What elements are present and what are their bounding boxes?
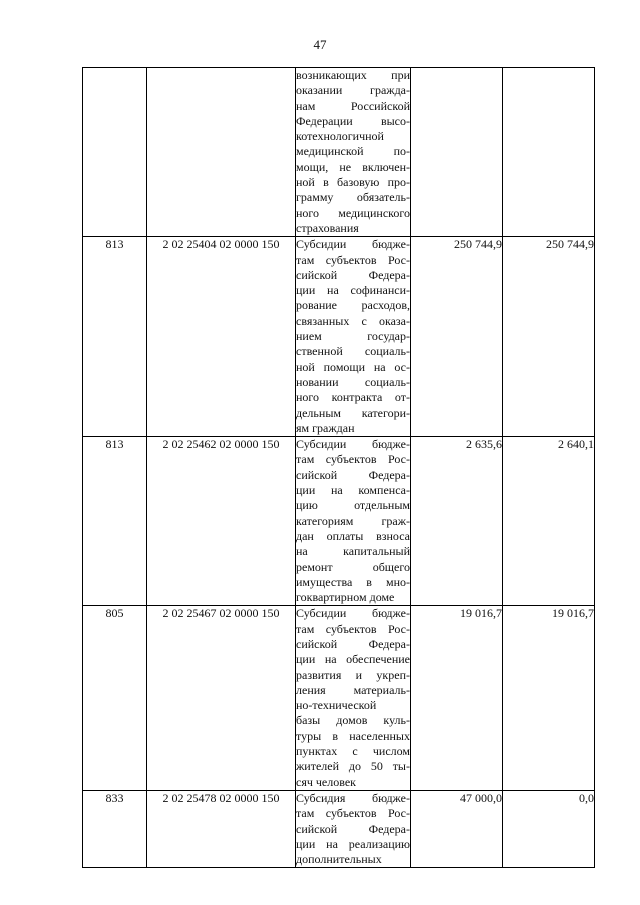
name-cell (296, 606, 411, 791)
kbk-cell: 2 02 25404 02 0000 150 (147, 237, 296, 437)
amount-1-cell: 19 016,7 (411, 606, 503, 791)
name-line: оказании гражда- (296, 83, 410, 98)
budget-table (82, 67, 595, 868)
amount-1-cell: 2 635,6 (411, 437, 503, 606)
name-line: сийской Федера- (296, 636, 410, 651)
name-line: сяч человек (296, 774, 356, 789)
name-line: ции на обеспечение (296, 652, 410, 667)
admin-code-cell: 813 (83, 437, 147, 606)
name-line: там субъектов Рос- (296, 252, 410, 267)
name-line: там субъектов Рос- (296, 621, 410, 636)
name-line: Субсидии бюдже- (296, 606, 410, 621)
name-line: туры в населенных (296, 728, 410, 743)
name-line: гоквартирном доме (296, 590, 395, 605)
table-row (83, 437, 595, 606)
name-line: дополнительных (296, 852, 382, 867)
name-line: ции на софинанси- (296, 283, 410, 298)
kbk-cell: 2 02 25478 02 0000 150 (147, 790, 296, 867)
name-line: ции на компенса- (296, 483, 410, 498)
name-line: ремонт общего (296, 559, 410, 574)
name-line: дан оплаты взноса (296, 528, 410, 543)
name-line: имущества в мно- (296, 574, 410, 589)
name-line: ной в базовую про- (296, 175, 410, 190)
name-line: ного медицинского (296, 205, 410, 220)
name-line: Субсидии бюдже- (296, 437, 410, 452)
name-line: ного контракта от- (296, 390, 410, 405)
amount-1-cell: 250 744,9 (411, 237, 503, 437)
name-line: мощи, не включен- (296, 159, 410, 174)
name-line: ственной социаль- (296, 344, 410, 359)
kbk-cell: 2 02 25467 02 0000 150 (147, 606, 296, 791)
name-line: связанных с оказа- (296, 313, 410, 328)
admin-code-cell: 813 (83, 237, 147, 437)
name-line: базы домов куль- (296, 713, 410, 728)
name-line: медицинской по- (296, 144, 410, 159)
name-cell (296, 790, 411, 867)
name-line: Субсидия бюдже- (296, 790, 410, 805)
name-line: пунктах с числом (296, 744, 410, 759)
name-cell (296, 68, 411, 237)
amount-2-cell: 19 016,7 (503, 606, 595, 791)
table-row (83, 68, 595, 237)
name-line: ции на реализацию (296, 836, 410, 851)
name-line: сийской Федера- (296, 467, 410, 482)
amount-2-cell: 0,0 (503, 790, 595, 867)
name-line: жителей до 50 ты- (296, 759, 410, 774)
table-row (83, 606, 595, 791)
name-line: ной помощи на ос- (296, 359, 410, 374)
name-line: Субсидии бюдже- (296, 237, 410, 252)
name-line: цию отдельным (296, 498, 410, 513)
admin-code-cell (83, 68, 147, 237)
name-line: там субъектов Рос- (296, 806, 410, 821)
name-line: там субъектов Рос- (296, 452, 410, 467)
name-line: на капитальный (296, 544, 410, 559)
name-cell (296, 437, 411, 606)
name-line: сийской Федера- (296, 821, 410, 836)
table-row (83, 237, 595, 437)
amount-1-cell: 47 000,0 (411, 790, 503, 867)
amount-2-cell: 2 640,1 (503, 437, 595, 606)
amount-2-cell (503, 68, 595, 237)
name-line: нием государ- (296, 329, 410, 344)
name-line: возникающих при (296, 68, 410, 82)
admin-code-cell: 805 (83, 606, 147, 791)
name-line: страхования (296, 220, 359, 235)
name-line: котехнологичной (296, 129, 384, 144)
name-line: грамму обязатель- (296, 190, 410, 205)
name-line: Федерации высо- (296, 113, 410, 128)
kbk-cell (147, 68, 296, 237)
name-line: категориям граж- (296, 513, 410, 528)
kbk-cell: 2 02 25462 02 0000 150 (147, 437, 296, 606)
name-line: но-технической (296, 698, 377, 713)
name-line: развития и укреп- (296, 667, 410, 682)
name-line: сийской Федера- (296, 267, 410, 282)
table-row (83, 790, 595, 867)
amount-1-cell (411, 68, 503, 237)
name-line: дельным категори- (296, 405, 410, 420)
page-number: 47 (313, 37, 327, 52)
admin-code-cell: 833 (83, 790, 147, 867)
name-line: ям граждан (296, 420, 355, 435)
name-line: нам Российской (296, 98, 410, 113)
amount-2-cell: 250 744,9 (503, 237, 595, 437)
name-line: новании социаль- (296, 374, 410, 389)
name-line: ления материаль- (296, 682, 410, 697)
name-cell (296, 237, 411, 437)
name-line: рование расходов, (296, 298, 410, 313)
